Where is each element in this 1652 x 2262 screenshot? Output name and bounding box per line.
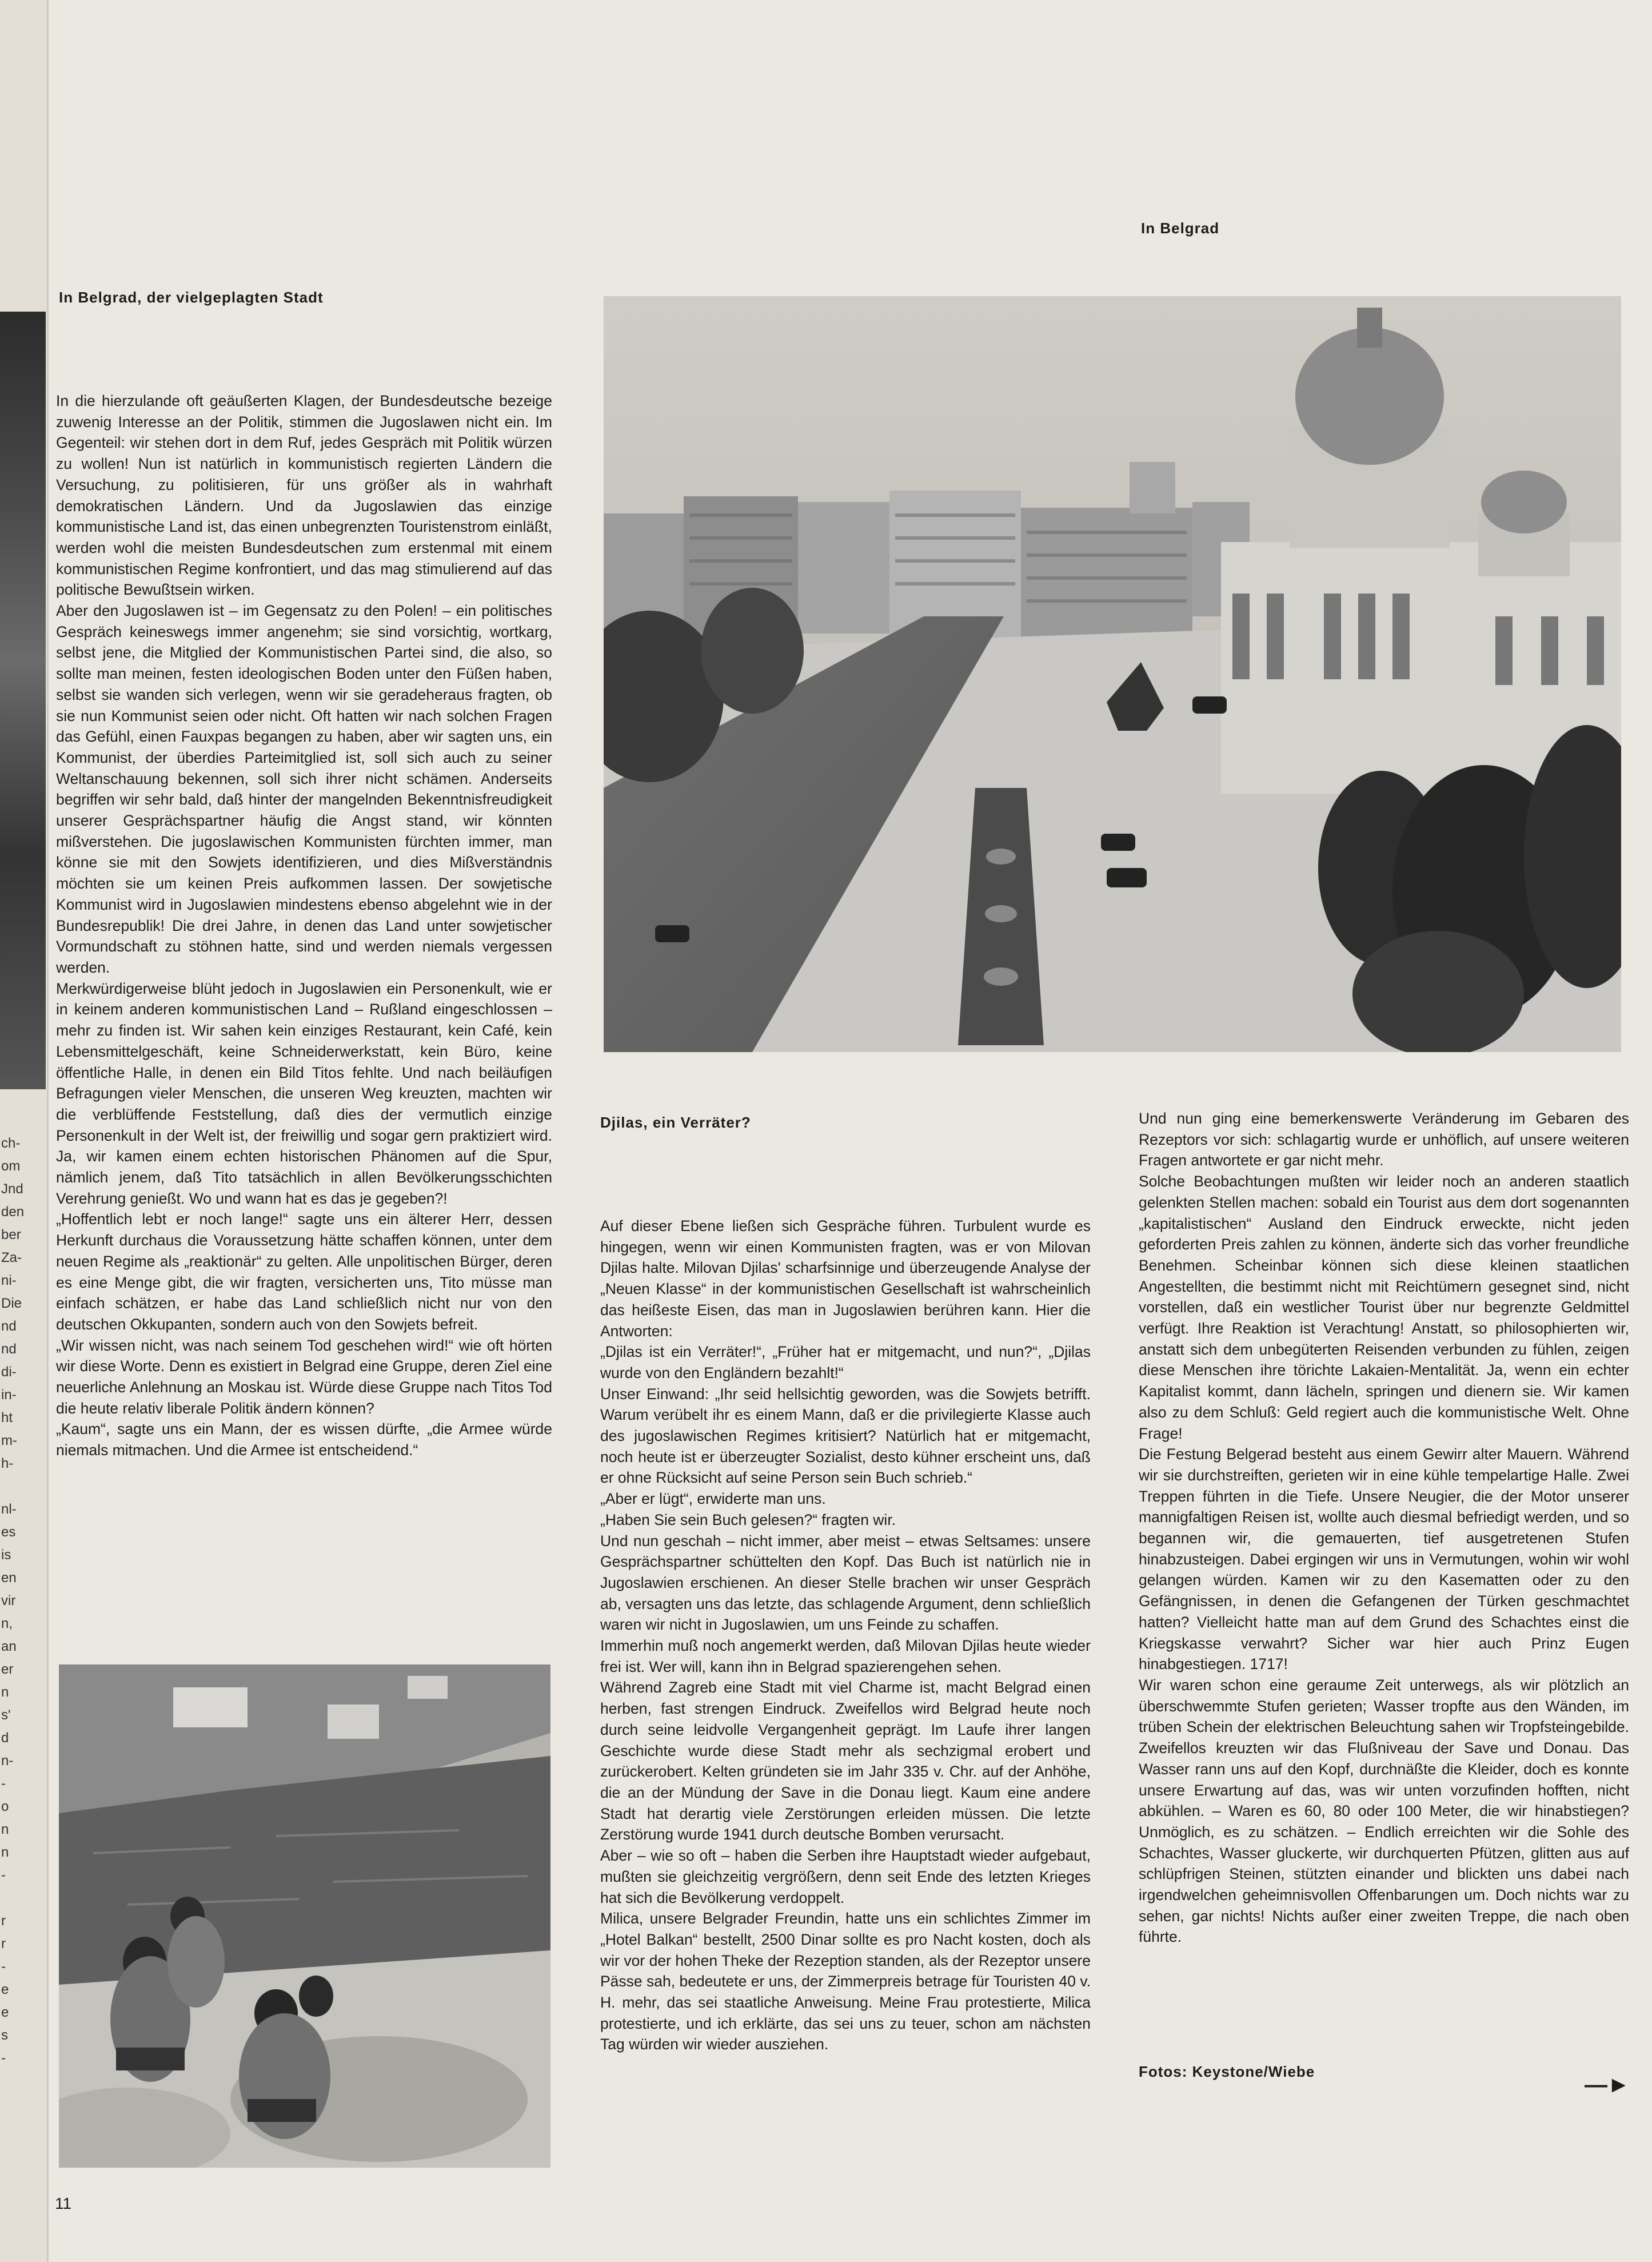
- paragraph: Aber – wie so oft – haben die Serben ihre Hauptstadt wieder aufgebaut, mußten sie gleichzeitig vergrößern, denn seit Ende des letzten Krieges hat sich die Bevölkerung verdoppelt.: [600, 1847, 1091, 1906]
- paragraph: Aber den Jugoslawen ist – im Gegensatz zu den Polen! – ein politisches Gespräch keineswegs immer angenehm; sie sind vorsichtig, wortkarg, selbst jene, die Mitglied der Kommunistischen Partei sind, die also, so sollte man meinen, festen ideologischen Boden unter den Füßen haben, selbst sie wanden sich verlegen, wenn wir sie geradeheraus fragten, ob sie nun Kommunist seien oder nicht. Oft hatten wir nach solchen Fragen das Gefühl, einen Fauxpas begangen zu haben, aber wir sagten uns, ein Kommunist, der überdies Parteimitglied ist, soll sich auch zu seiner Weltanschauung bekennen, soll sich ihrer nicht schämen. Anderseits begriffen wir sehr bald, daß hinter der mangelnden Bekenntnisfreudigkeit unserer Gesprächspartner häufig die Angst stand, wir könnten mißverstehen. Die jugoslawischen Kommunisten fürchten immer, man könne sie mit den Sowjets identifizieren, und dies Mißverständnis möchten sie um keinen Preis aufkommen lassen. Der sowjetische Kommunist wird in Jugoslawien mindestens ebenso abgelehnt wie in der Bundesrepublik! Die drei Jahre, in denen das Land unter sowjetischer Vormundschaft zu stöhnen hatte, sind und werden niemals vergessen werden.: [56, 602, 552, 976]
- continue-arrow-icon: —►: [1585, 2072, 1630, 2097]
- paragraph: Unser Einwand: „Ihr seid hellsichtig geworden, was die Sowjets betrifft. Warum verübelt ihr es einem Mann, daß er die privilegierte Klasse auch des jugoslawischen Regimes kritisiert? Natürlich hat er mitgemacht, noch heute ist er überzeugter Sozialist, desto kühner erscheint uns, daß er ohne Rücksicht auf seine Person sein Buch schrieb.“: [600, 1385, 1091, 1487]
- paragraph: In die hierzulande oft geäußerten Klagen, der Bundesdeutsche bezeige zuwenig Interesse an der Politik, stimmen die Jugoslawen nicht ein. Im Gegenteil: wir stehen dort in dem Ruf, jedes Gespräch mit Politik würzen zu wollen! Nun ist natürlich in kommunistisch regierten Ländern die Versuchung, zu politisieren, für uns größer als in wahrhaft demokratischen Ländern. Und da Jugoslawien das einzige kommunistische Land ist, das einen unbegrenzten Touristenstrom einläßt, werden wohl die meisten Bundesdeutschen zum erstenmal mit einem kommunistischen Regime konfrontiert, und das mag stimulierend auf das politische Bewußtsein wirken.: [56, 392, 552, 599]
- paragraph: Milica, unsere Belgrader Freundin, hatte uns ein schlichtes Zimmer im „Hotel Balkan“ bestellt, 2500 Dinar sollte es pro Nacht kosten, doch als wir vor der hohen Theke der Rezeption standen, als der Rezeptor unsere Pässe sah, bedeutete er uns, der Zimmerpreis betrage für Touristen 40 v. H. mehr, das sei staatliche Anweisung. Meine Frau protestierte, Milica protestierte, und ich erklärte, das sei uns zu teuer, schon am nächsten Tag würden wir wieder ausziehen.: [600, 1910, 1091, 2053]
- caption-vielgeplagten-stadt: In Belgrad, der vielgeplagten Stadt: [59, 289, 324, 306]
- previous-page-photo: [0, 312, 46, 1089]
- paragraph: Solche Beobachtungen mußten wir leider noch an anderen staatlich gelenkten Stellen machen: sobald ein Tourist aus dem dort sogenannten „kapitalistischen“ Ausland den Eindruck erweckte, nicht jeden geforderten Preis zahlen zu können, änderte sich das vorher freundliche Benehmen. Scheinbar können sich diese kleinen staatlichen Angestellten, die bestimmt nicht mit Reichtümern gesegnet sind, nicht vorstellen, daß ein westlicher Tourist über nur begrenzte Geldmittel verfügt. Ihre Reaktion ist Verachtung! Anstatt, so philosophierten wir, anstatt sich dem unbegüterten Reisenden verbunden zu fühlen, zeigen diese Menschen ihre törichte Lakaien-Mentalität. Ja, wenn ein echter Kapitalist kommt, dann lächeln, springen und dienern sie. Wir kamen also zu dem Schluß: Geld regiert auch die kommunistische Welt. Ohne Frage!: [1139, 1173, 1629, 1442]
- caption-in-belgrad: In Belgrad: [1141, 220, 1220, 237]
- paragraph: Die Festung Belgerad besteht aus einem Gewirr alter Mauern. Während wir sie durchstreiften, gerieten wir in eine kühle tempelartige Halle. Zwei Treppen führten in die Tiefe. Unsere Neugier, die der Motor unserer mannigfaltigen Reisen ist, wollte auch diesmal befriedigt werden, und so begannen wir, die gemauerten, tief ausgetretenen Stufen hinabzusteigen. Dabei ergingen wir uns in Vermutungen, wohin wir wohl gelangen würden. Kamen wir zu den Kasematten oder zu den Gefängnissen, in denen die Gefangenen der Türken geschmachtet hatten? Vielleicht hatte man auf dem Grund des Schachtes einst die Kriegskasse verwahrt? Sicher war hier auch Prinz Eugen hinabgestiegen. 1717!: [1139, 1445, 1629, 1673]
- paragraph: Während Zagreb eine Stadt mit viel Charme ist, macht Belgrad einen herben, fast strengen Eindruck. Zweifellos wird Belgrad heute noch durch seine leidvolle Vergangenheit geprägt. Im Laufe ihrer langen Geschichte wurde diese Stadt mehr als sechzigmal erobert und zurückerobert. Kelten gründeten sie im Jahr 335 v. Chr. auf der Anhöhe, die an der Mündung der Save in die Donau liegt. Kaum eine andere Stadt hat derartig viele Zerstörungen erleiden müssen. Die letzte Zerstörung wurde 1941 durch deutsche Bomben verursacht.: [600, 1679, 1091, 1843]
- photo-credits: Fotos: Keystone/Wiebe: [1139, 2063, 1315, 2080]
- beach-bathers-photo: [59, 1664, 550, 2168]
- previous-page-edge: [0, 0, 49, 2262]
- belgrade-parliament-photo: [604, 296, 1621, 1052]
- paragraph: „Haben Sie sein Buch gelesen?“ fragten wir.: [600, 1511, 896, 1528]
- page-number: 11: [55, 2195, 72, 2212]
- paragraph: „Kaum“, sagte uns ein Mann, der es wissen dürfte, „die Armee würde niemals mitmachen. Und die Armee ist entscheidend.“: [56, 1420, 552, 1459]
- caption-djilas: Djilas, ein Verräter?: [600, 1114, 751, 1131]
- article-column-3: [1139, 1108, 1629, 1948]
- paragraph: „Hoffentlich lebt er noch lange!“ sagte uns ein älterer Herr, dessen Herkunft durchaus die Voraussetzung hätte schaffen können, unter dem neuen Regime als „reaktionär“ zu gelten. Alle unpolitischen Bürger, deren es eine Menge gibt, die wir fragten, versicherten uns, Tito müsse man einfach schätzen, er habe das Land schließlich nicht nur von den deutschen Okkupanten, sondern auch von den Sowjets befreit.: [56, 1210, 552, 1333]
- paragraph: Immerhin muß noch angemerkt werden, daß Milovan Djilas heute wieder frei ist. Wer will, kann ihn in Belgrad spazierengehen sehen.: [600, 1637, 1091, 1675]
- paragraph: Wir waren schon eine geraume Zeit unterwegs, als wir plötzlich an überschwemmte Stufen gerieten; Wasser tropfte aus den Wänden, im trüben Schein der elektrischen Beleuchtung sahen wir Tropfsteingebilde. Zweifellos kreuzten wir das Flußniveau der Save und Donau. Das Wasser rann uns auf den Kopf, durchnäßte die Kleider, doch es konnte unsere Erwartung auf das, was wir unten vorzufinden hofften, nicht abkühlen. – Waren es 60, 80 oder 100 Meter, die wir hinabstiegen? Unmöglich, es zu schätzen. – Endlich erreichten wir die Sohle des Schachtes, Wasser gluckerte, wir durchquerten Pfützen, glitten aus auf schlüpfrigen Steinen, stützten einander und blickten uns dabei nach irgendwelchen geheimnisvollen Offenbarungen um. Doch nichts war zu sehen, gar nichts! Nichts außer einer zweiten Treppe, die nach oben führte.: [1139, 1676, 1629, 1946]
- paragraph: Und nun ging eine bemerkenswerte Veränderung im Gebaren des Rezeptors vor sich: schlagartig wurde er unhöflich, auf unsere weiteren Fragen antwortete er gar nicht mehr.: [1139, 1110, 1629, 1169]
- paragraph: Merkwürdigerweise blüht jedoch in Jugoslawien ein Personenkult, wie er in keinem anderen kommunistischen Land – Rußland eingeschlossen – mehr zu finden ist. Wir sahen kein einziges Restaurant, kein Café, kein Lebensmittelgeschäft, keine Schneiderwerkstatt, kein Büro, keine öffentliche Halle, in denen ein Bild Titos fehlte. Und nach beiläufigen Befragungen vieler Menschen, die unseren Weg kreuzten, machten wir die verblüffende Feststellung, daß dies der vermutlich einzige Personenkult in der Welt ist, der freiwillig und sogar gern praktiziert wird. Ja, wir kamen einem echten historischen Phänomen auf die Spur, nämlich jenem, daß Tito tatsächlich in allen Bevölkerungsschichten Verehrung genießt. Wo und wann hat es das je gegeben?!: [56, 979, 552, 1207]
- paragraph: „Djilas ist ein Verräter!“, „Früher hat er mitgemacht, und nun?“, „Djilas wurde von den Engländern bezahlt!“: [600, 1343, 1091, 1381]
- paragraph: Auf dieser Ebene ließen sich Gespräche führen. Turbulent wurde es hingegen, wenn wir einen Kommunisten fragten, was er von Milovan Djilas halte. Milovan Djilas' scharfsinnige und überzeugende Analyse der „Neuen Klasse“ in der kommunistischen Gesellschaft ist wahrscheinlich das heißeste Eisen, das man in Jugoslawien berühren kann. Hier die Antworten:: [600, 1217, 1091, 1340]
- previous-page-text-fragment: ch- om Jnd den ber Za- ni- Die nd nd di- in- ht m- h- nl- es is en vir n, an er n s' d n- - o n n - r r - e e s -: [1, 1136, 25, 2066]
- paragraph: Und nun geschah – nicht immer, aber meist – etwas Seltsames: unsere Gesprächspartner schüttelten den Kopf. Das Buch ist natürlich nie in Jugoslawien erschienen. An dieser Stelle brachen wir unser Gespräch ab, versagten uns das letzte, das schlagende Argument, denn schließlich waren wir nicht in Jugoslawien, um uns Feinde zu schaffen.: [600, 1532, 1091, 1634]
- paragraph: „Aber er lügt“, erwiderte man uns.: [600, 1490, 826, 1508]
- article-column-2: [600, 1216, 1091, 2055]
- paragraph: „Wir wissen nicht, was nach seinem Tod geschehen wird!“ wie oft hörten wir diese Worte. Denn es existiert in Belgrad eine Gruppe, deren Ziel eine neuerliche Anlehnung an Moskau ist. Würde diese Gruppe nach Titos Tod die heute relativ liberale Politik ändern können?: [56, 1336, 552, 1417]
- article-column-1: [56, 391, 552, 1461]
